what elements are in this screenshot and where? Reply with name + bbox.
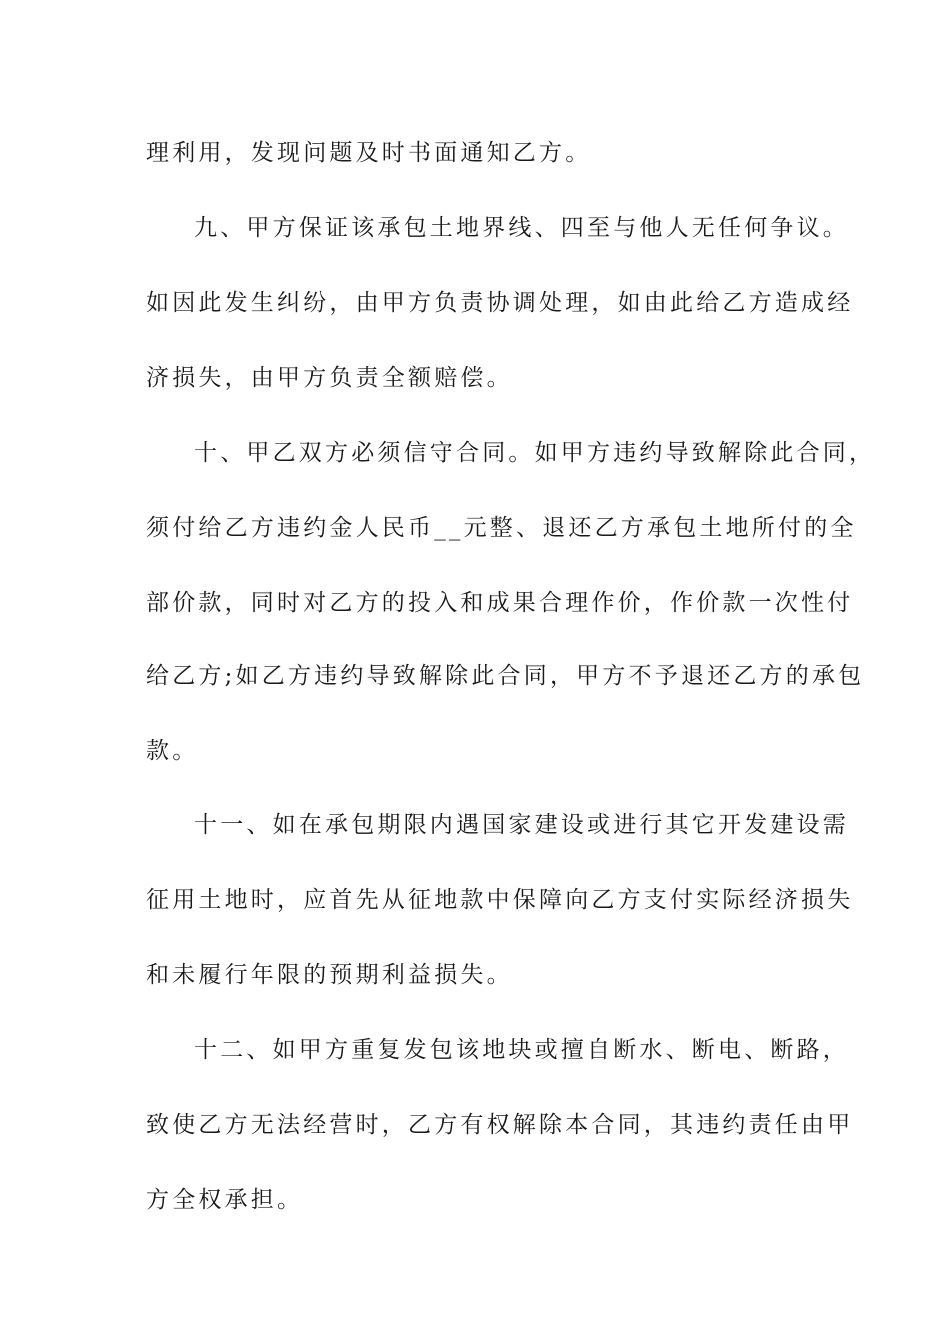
paragraph-line: 十二、如甲方重复发包该地块或擅自断水、断电、断路， (194, 1037, 849, 1063)
paragraph-line: 款。 (146, 738, 199, 764)
paragraph-line: 九、甲方保证该承包土地界线、四至与他人无任何争议。 (194, 215, 849, 241)
paragraph-line: 十、甲乙双方必须信守合同。如甲方违约导致解除此合同， (194, 440, 876, 466)
paragraph-line: 方全权承担。 (146, 1187, 304, 1213)
paragraph-line: 理利用，发现问题及时书面通知乙方。 (146, 140, 592, 166)
paragraph-line: 和未履行年限的预期利益损失。 (146, 962, 513, 988)
paragraph-line: 致使乙方无法经营时，乙方有权解除本合同，其违约责任由甲 (146, 1112, 854, 1138)
paragraph-line: 部价款，同时对乙方的投入和成果合理作价，作价款一次性付 (146, 590, 854, 616)
paragraph-line: 十一、如在承包期限内遇国家建设或进行其它开发建设需 (194, 812, 849, 838)
paragraph-line: 给乙方;如乙方违约导致解除此合同，甲方不予退还乙方的承包 (146, 663, 865, 689)
paragraph-line: 如因此发生纠纷，由甲方负责协调处理，如由此给乙方造成经 (146, 290, 854, 316)
paragraph-line: 须付给乙方违约金人民币__元整、退还乙方承包土地所付的全 (146, 515, 857, 541)
paragraph-line: 济损失，由甲方负责全额赔偿。 (146, 365, 513, 391)
paragraph-line: 征用土地时，应首先从征地款中保障向乙方支付实际经济损失 (146, 887, 854, 913)
